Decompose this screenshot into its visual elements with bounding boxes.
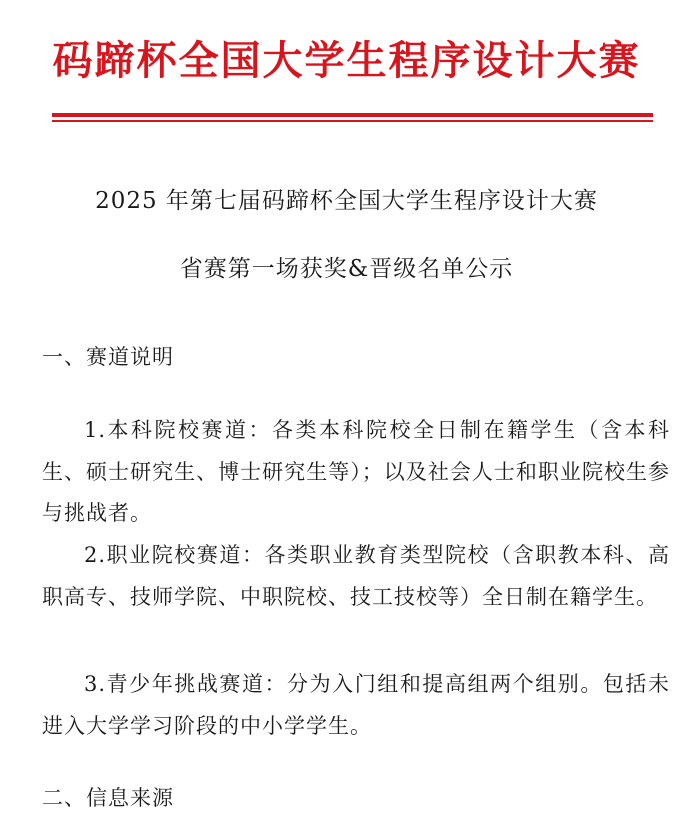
- section-heading-information-source: 二、信息来源: [42, 786, 174, 810]
- paragraph-undergraduate-track: 1.本科院校赛道：各类本科院校全日制在籍学生（含本科生、硕士研究生、博士研究生等）；以及社会人士和职业院校生参与挑战者。: [42, 418, 670, 525]
- masthead-rule-thin: [52, 120, 653, 122]
- document-title-line-1: 2025 年第七届码蹄杯全国大学生程序设计大赛: [95, 188, 598, 214]
- masthead-title: 码蹄杯全国大学生程序设计大赛: [52, 37, 641, 84]
- section-heading-track-description: 一、赛道说明: [42, 345, 174, 369]
- paragraph-vocational-track: 2.职业院校赛道：各类职业教育类型院校（含职教本科、高职高专、技师学院、中职院校、技工技校等）全日制在籍学生。: [42, 543, 670, 609]
- masthead-rule-thick: [52, 113, 653, 117]
- document-title-line-2: 省赛第一场获奖&晋级名单公示: [179, 256, 514, 282]
- paragraph-youth-track: 3.青少年挑战赛道：分为入门组和提高组两个组别。包括未进入大学学习阶段的中小学学生。: [42, 672, 670, 738]
